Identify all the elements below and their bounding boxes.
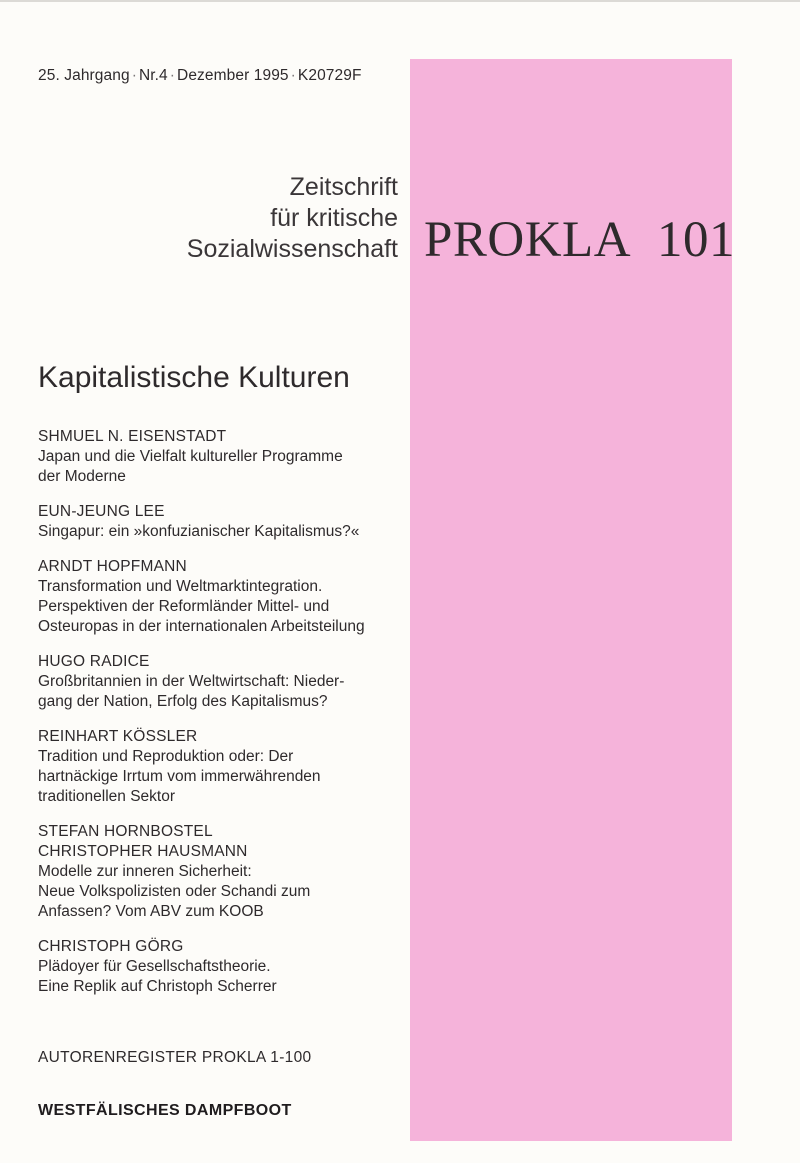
journal-issue-number: 101 [657,212,736,268]
entry-title-line: Modelle zur inneren Sicherheit: [38,863,252,880]
subtitle-line: Sozialwissenschaft [186,235,398,263]
issue-date: Dezember 1995 [177,67,289,84]
contents-entry [38,502,406,542]
entry-author: EUN-JEUNG LEE [38,503,165,520]
entry-author: SHMUEL N. EISENSTADT [38,428,227,445]
entry-title-line: der Moderne [38,468,126,485]
entry-title-line: hartnäckige Irrtum vom immerwährenden [38,768,321,785]
issue-volume: 25. Jahrgang [38,67,130,84]
entry-author: ARNDT HOPFMANN [38,558,187,575]
contents-entry [38,652,406,712]
entry-author: CHRISTOPH GÖRG [38,938,184,955]
journal-name: PROKLA [424,212,632,268]
entry-title-line: Singapur: ein »konfuzianischer Kapitalismus?« [38,523,360,540]
entry-title-line: Anfassen? Vom ABV zum KOOB [38,903,264,920]
entry-title-line: Transformation und Weltmarktintegration. [38,578,323,595]
entry-title-line: traditionellen Sektor [38,788,175,805]
entry-title-line: Eine Replik auf Christoph Scherrer [38,978,277,995]
table-of-contents [38,427,406,1012]
journal-subtitle [187,172,398,265]
contents-entry [38,557,406,637]
entry-title-line: Neue Volkspolizisten oder Schandi zum [38,883,311,900]
issue-line: 25. Jahrgang · Nr.4 · Dezember 1995 · K20729F [38,67,362,84]
issue-code: K20729F [297,67,362,84]
entry-author: STEFAN HORNBOSTEL [38,823,213,840]
issue-theme: Kapitalistische Kulturen [38,361,350,394]
journal-title [424,210,735,270]
entry-title-line: gang der Nation, Erfolg des Kapitalismus? [38,693,328,710]
entry-title-line: Japan und die Vielfalt kultureller Programme [38,448,343,465]
entry-author: HUGO RADICE [38,653,150,670]
entry-title-line: Perspektiven der Reformländer Mittel- und [38,598,330,615]
entry-author: REINHART KÖSSLER [38,728,198,745]
entry-title-line: Großbritannien in der Weltwirtschaft: Nieder- [38,673,345,690]
contents-entry [38,727,406,807]
subtitle-line: für kritische [270,204,398,232]
scan-edge [0,0,800,2]
entry-title-line: Osteuropas in der internationalen Arbeitsteilung [38,618,365,635]
entry-title-line: Tradition und Reproduktion oder: Der [38,748,294,765]
issue-number-label: Nr.4 [138,67,168,84]
contents-entry [38,822,406,922]
entry-title-line: Plädoyer für Gesellschaftstheorie. [38,958,271,975]
publisher-name: WESTFÄLISCHES DAMPFBOOT [38,1102,292,1119]
entry-author: CHRISTOPHER HAUSMANN [38,843,248,860]
contents-entry [38,937,406,997]
subtitle-line: Zeitschrift [289,173,398,201]
author-register: AUTORENREGISTER PROKLA 1-100 [38,1049,312,1066]
contents-entry [38,427,406,487]
